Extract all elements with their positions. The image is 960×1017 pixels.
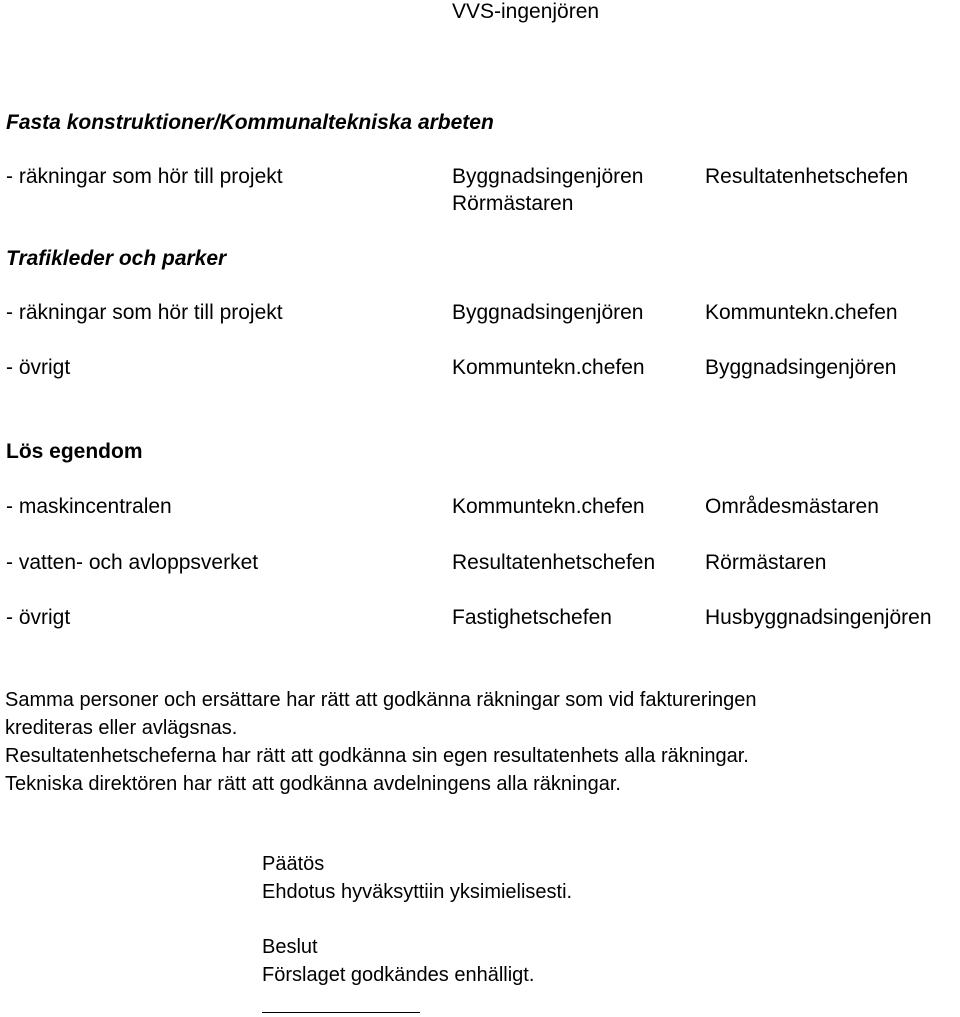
row-approver: Resultatenhetschefen	[452, 551, 656, 574]
decision-label-sv: Beslut	[262, 936, 318, 958]
row-substitute: Områdesmästaren	[705, 495, 879, 518]
row-approver: Fastighetschefen	[452, 606, 612, 629]
row-item: - övrigt	[6, 356, 71, 379]
paragraph-line: Samma personer och ersättare har rätt att godkänna räkningar som vid faktureringen	[5, 689, 757, 711]
decision-text-fi: Ehdotus hyväksyttiin yksimielisesti.	[262, 881, 573, 903]
row-item: - räkningar som hör till projekt	[6, 165, 283, 188]
row-approver: Kommuntekn.chefen	[452, 356, 645, 379]
row-substitute: Resultatenhetschefen	[705, 165, 909, 188]
row-item: - maskincentralen	[6, 495, 172, 518]
section-title-trafik: Trafikleder och parker	[6, 247, 227, 270]
row-item: - vatten- och avloppsverket	[6, 551, 259, 574]
top-heading: VVS-ingenjören	[452, 0, 600, 23]
section-title-fasta: Fasta konstruktioner/Kommunaltekniska arbeten	[6, 111, 494, 134]
row-substitute: Husbyggnadsingenjören	[705, 606, 932, 629]
row-substitute: Byggnadsingenjören	[705, 356, 897, 379]
row-approver: Byggnadsingenjören	[452, 165, 644, 188]
row-item: - räkningar som hör till projekt	[6, 301, 283, 324]
row-approver: Byggnadsingenjören	[452, 301, 644, 324]
signature-rule	[262, 1012, 420, 1013]
paragraph-line: Resultatenhetscheferna har rätt att godkänna sin egen resultatenhets alla räkningar.	[5, 745, 749, 767]
row-item: - övrigt	[6, 606, 71, 629]
decision-text-sv: Förslaget godkändes enhälligt.	[262, 964, 535, 986]
paragraph-line: krediteras eller avlägsnas.	[5, 717, 238, 739]
row-approver: Kommuntekn.chefen	[452, 495, 645, 518]
paragraph-line: Tekniska direktören har rätt att godkänna avdelningens alla räkningar.	[5, 773, 621, 795]
row-approver-secondary: Rörmästaren	[452, 192, 574, 215]
row-substitute: Rörmästaren	[705, 551, 827, 574]
section-title-los: Lös egendom	[6, 440, 143, 463]
row-substitute: Kommuntekn.chefen	[705, 301, 898, 324]
decision-label-fi: Päätös	[262, 853, 325, 875]
